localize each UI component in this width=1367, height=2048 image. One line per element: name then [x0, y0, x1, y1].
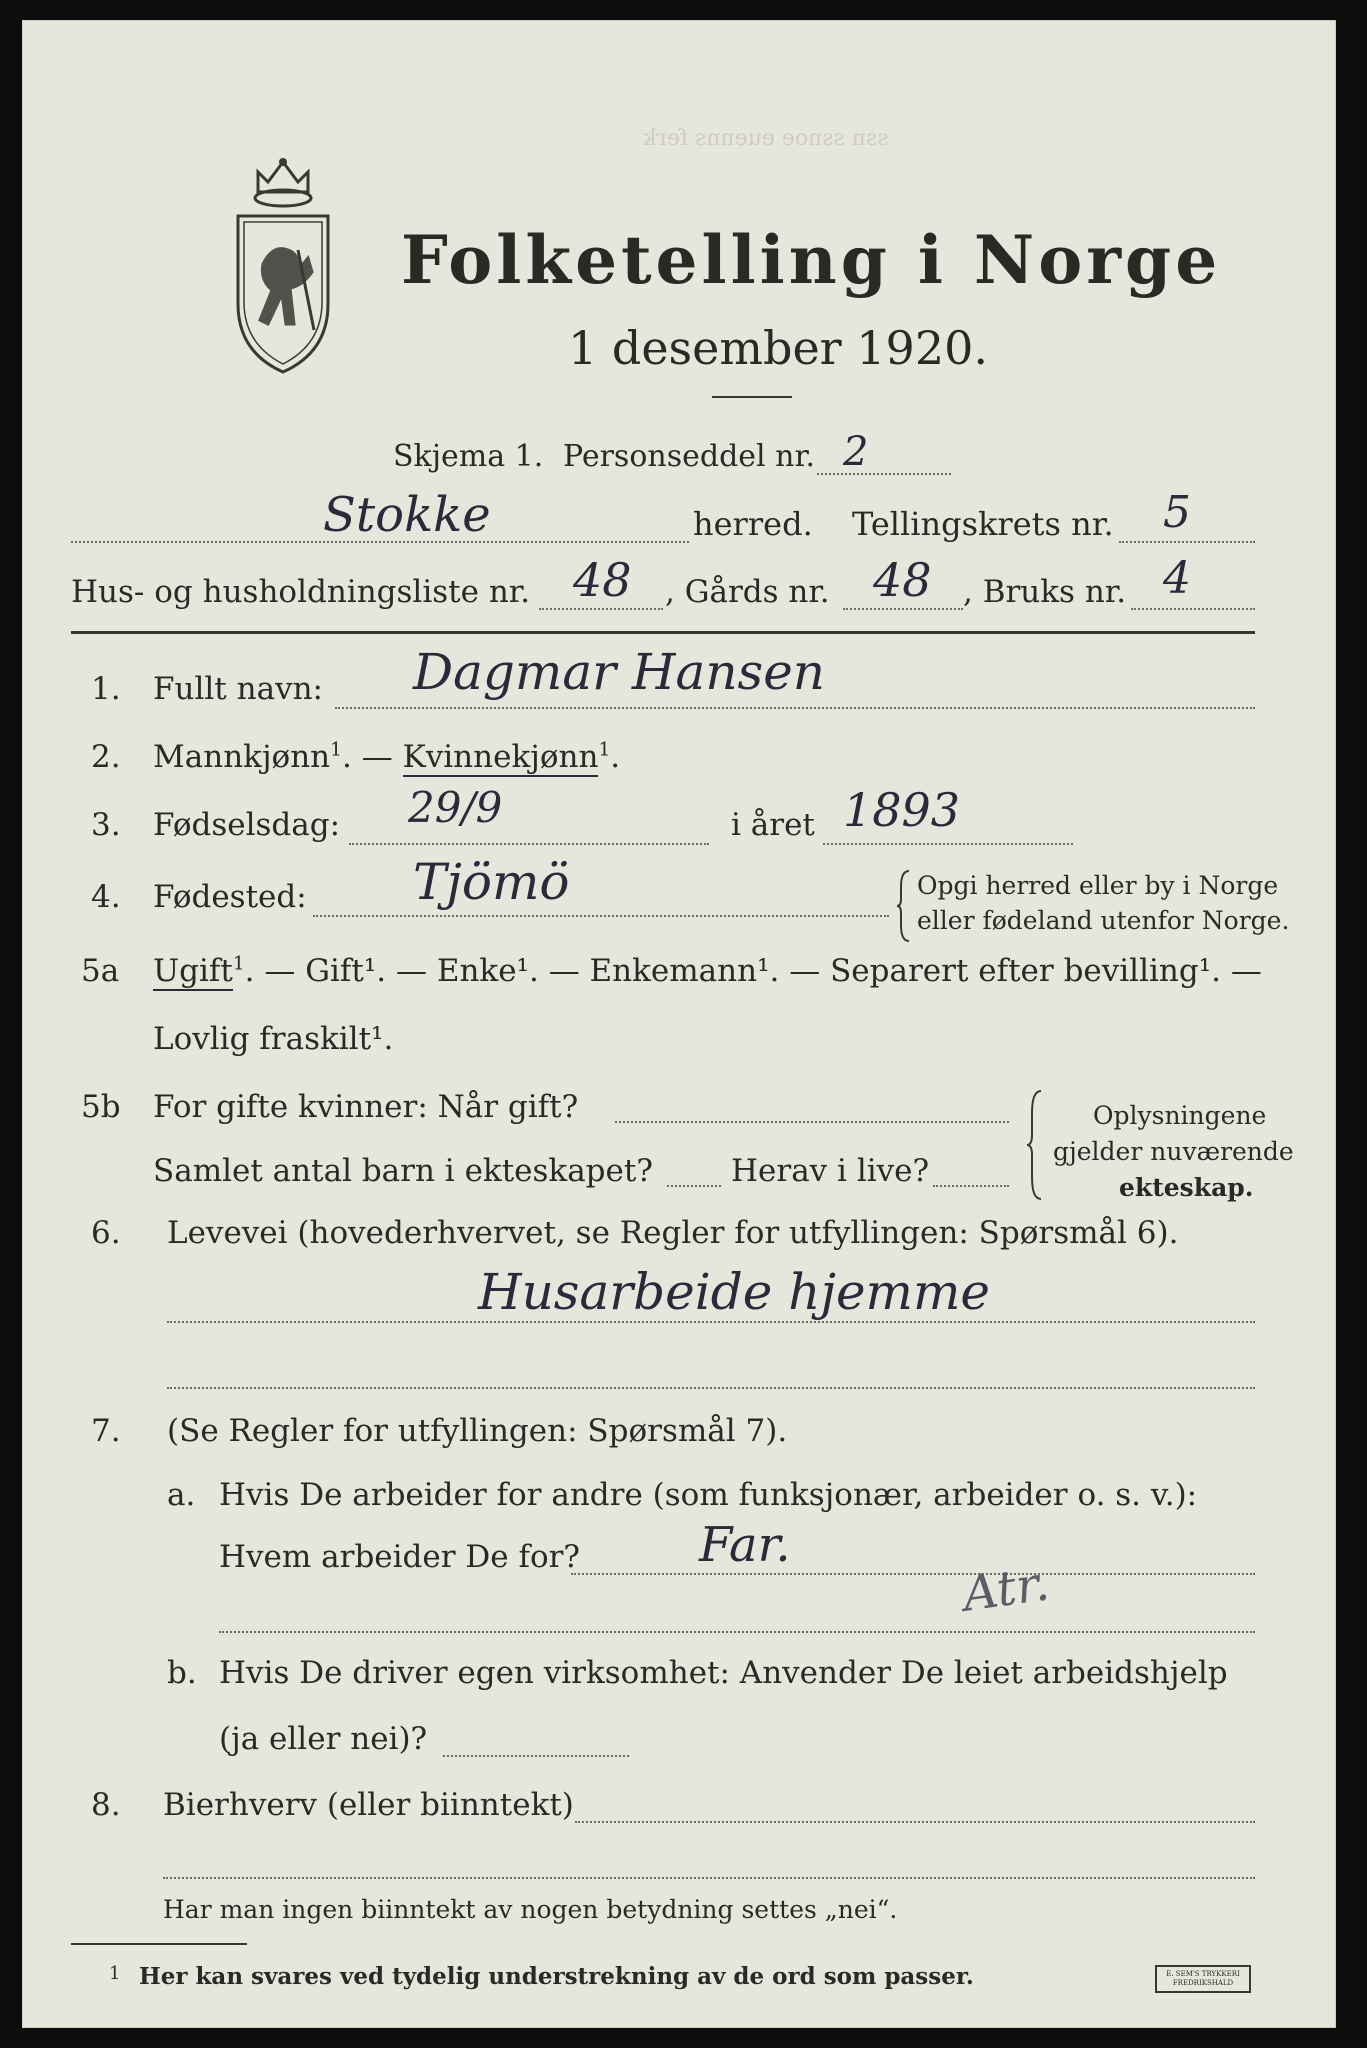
printer-line-2: FREDRIKSHALD: [1172, 1979, 1234, 1987]
q5a-row: [153, 953, 1262, 989]
gards-line: [843, 608, 963, 610]
q5b-note-1: Oplysningene: [1093, 1101, 1267, 1130]
tellingskrets-label: Tellingskrets nr.: [852, 505, 1114, 543]
employer-value: Far.: [699, 1517, 791, 1573]
personseddel-label: Personseddel nr.: [563, 439, 816, 474]
q7a-question: Hvem arbeider De for?: [219, 1539, 581, 1575]
q5b-line-1: [615, 1121, 1009, 1123]
q5b-label-2: Samlet antal barn i ekteskapet?: [153, 1153, 653, 1189]
bleed-through-text: ssn ssnoe euenns ferk: [643, 126, 889, 151]
personseddel-line: [817, 473, 951, 475]
marital-option-fraskilt: Lovlig fraskilt¹.: [153, 1021, 394, 1057]
bruks-label: , Bruks nr.: [963, 574, 1127, 610]
tellingskrets-value: 5: [1163, 487, 1191, 538]
q5a-number: 5a: [81, 953, 120, 989]
personseddel-value: 2: [843, 429, 869, 475]
birth-year-value: 1893: [843, 783, 961, 837]
q5b-line-3: [933, 1185, 1009, 1187]
q8-note: Har man ingen biinntekt av nogen betydning settes „nei“.: [163, 1895, 898, 1924]
herred-value: Stokke: [323, 487, 491, 543]
q5b-note-3: ekteskap.: [1119, 1173, 1254, 1202]
census-form: [22, 20, 1336, 2028]
q4-line: [313, 915, 889, 917]
q7b-label: Hvis De driver egen virksomhet: Anvender De leiet arbeidshjelp: [219, 1655, 1228, 1691]
occupation-value: Husarbeide hjemme: [478, 1263, 990, 1321]
sex-option-male: Mannkjønn: [153, 739, 331, 775]
full-name-value: Dagmar Hansen: [413, 643, 825, 701]
q6-line-2: [167, 1387, 1255, 1389]
footnote-ref: 1: [330, 739, 342, 761]
q7a-line-2: [219, 1631, 1255, 1633]
q8-line-2: [163, 1877, 1255, 1879]
sex-option-female: Kvinnekjønn: [402, 739, 599, 775]
q7-number: 7.: [91, 1413, 121, 1449]
q8-number: 8.: [91, 1787, 121, 1823]
q6-line-1: [167, 1321, 1255, 1323]
skjema-label: Skjema 1.: [393, 439, 544, 474]
q5b-label-3: Herav i live?: [731, 1153, 930, 1189]
q5b-number: 5b: [81, 1089, 121, 1125]
q5b-label-1: For gifte kvinner: Når gift?: [153, 1089, 579, 1125]
footnote-text: Her kan svares ved tydelig understrekning av de ord som passer.: [139, 1963, 974, 1990]
q7a-label: Hvis De arbeider for andre (som funksjonær, arbeider o. s. v.):: [219, 1477, 1198, 1513]
q7a-line-1: [571, 1573, 1255, 1575]
q7-label: (Se Regler for utfyllingen: Spørsmål 7).: [167, 1413, 788, 1449]
q1-number: 1.: [91, 671, 121, 707]
marital-option-ugift: Ugift: [153, 953, 233, 989]
husliste-label: Hus- og husholdningsliste nr.: [71, 574, 531, 610]
q8-label: Bierhverv (eller biinntekt): [163, 1787, 574, 1823]
q1-label: Fullt navn:: [153, 671, 323, 707]
q3-year-label: i året: [731, 807, 815, 843]
q2-row: [153, 739, 620, 775]
header-rule: [71, 631, 1255, 634]
q6-label: Levevei (hovederhvervet, se Regler for utfyllingen: Spørsmål 6).: [167, 1215, 1179, 1251]
q2-end-1: .: [342, 739, 352, 775]
footnote-ref: 1: [232, 953, 245, 975]
q3-day-line: [349, 843, 709, 845]
q5b-brace: [1025, 1089, 1045, 1201]
bruks-value: 4: [1163, 553, 1191, 604]
q7b-question: (ja eller nei)?: [219, 1721, 428, 1757]
census-date: 1 desember 1920.: [568, 321, 988, 375]
printer-line-1: E. SEM'S TRYKKERI: [1166, 1970, 1240, 1978]
q3-year-line: [823, 843, 1073, 845]
q3-number: 3.: [91, 807, 121, 843]
gards-value: 48: [873, 553, 932, 607]
q7b-line: [443, 1755, 629, 1757]
husliste-line: [539, 608, 663, 610]
q3-label: Fødselsdag:: [153, 807, 341, 843]
form-title: Folketelling i Norge: [401, 221, 1222, 299]
q4-label: Fødested:: [153, 879, 307, 915]
q2-separator: —: [351, 739, 403, 775]
norwegian-coat-of-arms-icon: [228, 154, 338, 376]
enumerator-mark: Atr.: [959, 1555, 1053, 1623]
q1-line: [335, 707, 1255, 709]
q5b-note-2: gjelder nuværende: [1053, 1137, 1294, 1166]
q4-note-2: eller fødeland utenfor Norge.: [917, 906, 1290, 935]
q7b-number: b.: [167, 1655, 197, 1691]
bruks-line: [1131, 608, 1255, 610]
q4-number: 4.: [91, 879, 121, 915]
tellingskrets-line: [1119, 541, 1255, 543]
marital-options-rest: . — Gift¹. — Enke¹. — Enkemann¹. — Separert efter bevilling¹. —: [244, 953, 1262, 989]
birth-day-value: 29/9: [408, 783, 503, 832]
title-divider: [712, 396, 792, 398]
husliste-value: 48: [573, 553, 632, 607]
footnote-rule: [71, 1943, 247, 1945]
q2-end-2: .: [610, 739, 621, 775]
gards-label: , Gårds nr.: [665, 574, 830, 610]
q7a-number: a.: [167, 1477, 196, 1513]
q5b-line-2: [667, 1185, 721, 1187]
q6-number: 6.: [91, 1215, 121, 1251]
q2-number: 2.: [91, 739, 121, 775]
q4-note-1: Opgi herred eller by i Norge: [917, 871, 1279, 900]
q8-line-1: [575, 1821, 1255, 1823]
q4-brace: [895, 869, 913, 943]
birthplace-value: Tjömö: [413, 853, 570, 911]
footnote-ref: 1: [598, 739, 611, 761]
footnote-mark: 1: [109, 1963, 121, 1984]
printer-stamp: [1155, 1965, 1251, 1993]
herred-label: herred.: [693, 505, 813, 543]
